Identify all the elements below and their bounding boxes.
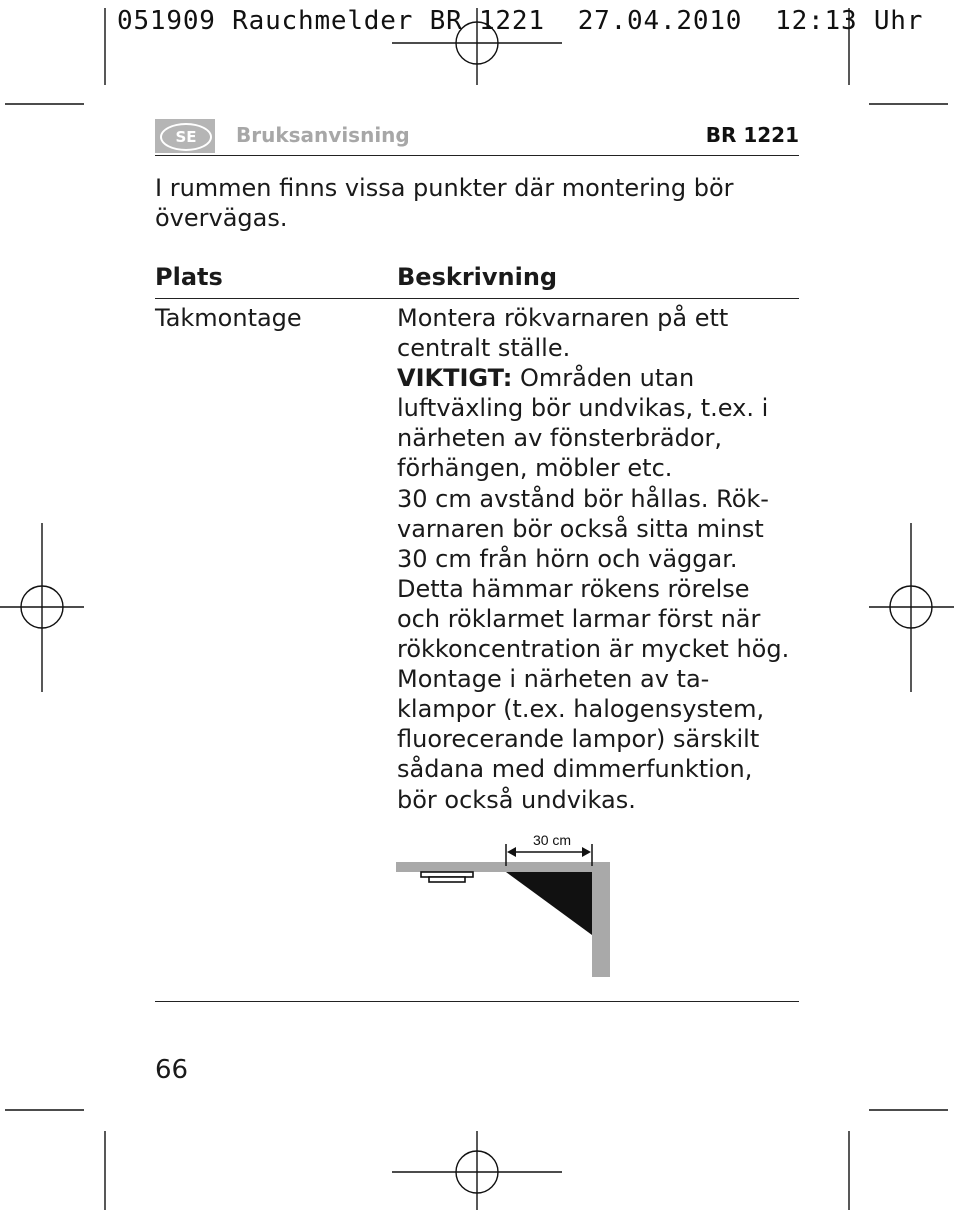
description-detail: Detta hämmar rökens rörelse och röklarmet larmar först när rökkoncentration är mycket hög. Montage i närheten av ta-klampor (t.ex. halogensystem, fluorecerande lampor) särskilt sådana med dimmerfunktion, bör också undvikas. xyxy=(397,574,790,814)
print-slug: 051909 Rauchmelder BR 1221 27.04.2010 12:13 Uhr xyxy=(117,6,924,36)
column-header-description: Beskrivning xyxy=(397,263,558,291)
document-type: Bruksanvisning xyxy=(236,123,410,147)
table-header xyxy=(155,263,799,299)
dead-air-zone xyxy=(506,872,592,935)
mounting-distance-diagram xyxy=(396,828,616,980)
important-text: Områden utan luftväxling bör undvikas, t.ex. i närheten av fönsterbrädor, förhängen, möbler etc. xyxy=(397,364,769,483)
page-number: 66 xyxy=(155,1055,189,1085)
intro-paragraph: I rummen finns vissa punkter där montering bör övervägas. xyxy=(155,174,734,232)
description-lead: Montera rökvarnaren på ett centralt ställe. xyxy=(397,304,729,363)
language-badge xyxy=(155,119,215,153)
row-description xyxy=(397,303,792,815)
description-distance: 30 cm avstånd bör hållas. Rök-varnaren bör också sitta minst 30 cm från hörn och väggar. xyxy=(397,484,769,573)
registration-target-right xyxy=(869,523,954,692)
wall xyxy=(592,862,610,977)
registration-target-top xyxy=(392,8,562,85)
dimension-label: 30 cm xyxy=(532,832,572,848)
important-label: VIKTIGT: xyxy=(397,364,513,393)
row-place: Takmontage xyxy=(155,304,302,332)
bottom-divider xyxy=(155,1001,799,1002)
smoke-detector-icon xyxy=(421,872,473,882)
page-header xyxy=(155,118,799,156)
registration-target-left xyxy=(0,523,84,692)
registration-target-bottom xyxy=(392,1131,562,1210)
model-name: BR 1221 xyxy=(705,123,799,147)
ceiling xyxy=(396,862,610,872)
column-header-place: Plats xyxy=(155,263,223,291)
language-code: SE xyxy=(160,123,212,151)
